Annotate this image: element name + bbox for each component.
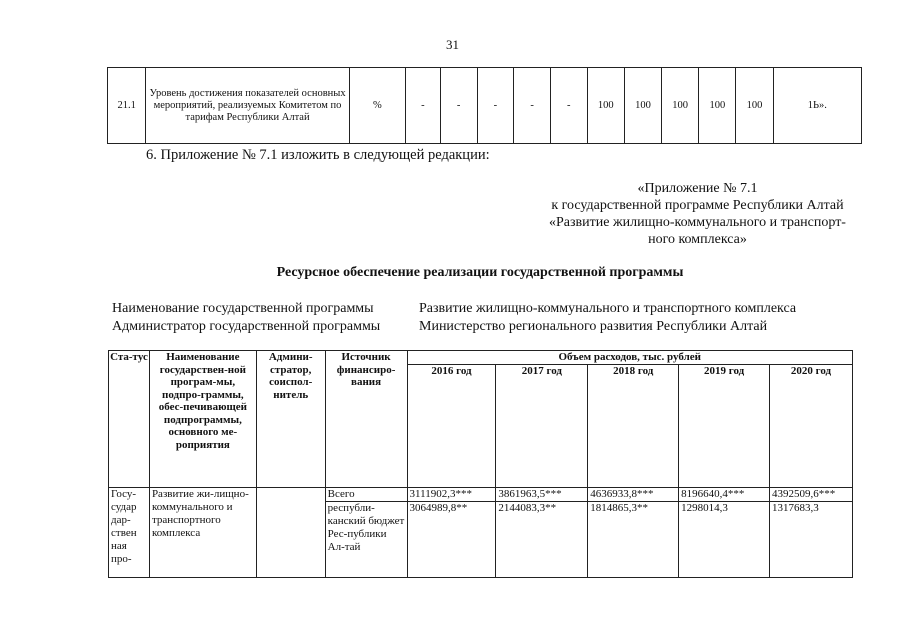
appendix-block <box>530 180 865 248</box>
section-heading: Ресурсное обеспечение реализации государственной программы <box>276 265 684 280</box>
instruction-text: 6. Приложение № 7.1 изложить в следующей редакции: <box>146 147 490 163</box>
indicator-name: Уровень достижения показателей основных мероприятий, реализуемых Комитетом по тарифам Республики Алтай <box>146 68 350 144</box>
appendix-line-2: к государственной программе Республики Алтай <box>551 198 844 213</box>
indicator-table <box>107 67 862 144</box>
administrator-label: Администратор государственной программы <box>112 319 381 334</box>
header-year: 2017 год <box>496 365 588 488</box>
admin-cell <box>256 488 325 578</box>
header-row <box>109 351 853 365</box>
appendix-line-1: «Приложение № 7.1 <box>637 181 758 196</box>
source-cell: Всего <box>325 488 407 502</box>
header-year: 2019 год <box>679 365 770 488</box>
value-cell: 8196640,4*** <box>679 488 770 502</box>
program-info <box>112 300 796 336</box>
appendix-line-4: ного комплекса» <box>648 232 747 247</box>
header-source: Источник финансиро-вания <box>325 351 407 488</box>
program-name-value: Развитие жилищно-коммунального и транспортного комплекса <box>419 301 797 316</box>
row-number: 21.1 <box>108 68 146 144</box>
value-cell: 4392509,6*** <box>770 488 853 502</box>
value-cell: 100 <box>624 68 661 144</box>
table-row <box>109 488 853 502</box>
value-cell: 1814865,3** <box>588 502 679 578</box>
administrator-value: Министерство регионального развития Республики Алтай <box>419 319 768 334</box>
value-cell: 3861963,5*** <box>496 488 588 502</box>
header-year: 2016 год <box>407 365 496 488</box>
program-name-label: Наименование государственной программы <box>112 301 374 316</box>
header-year: 2018 год <box>588 365 679 488</box>
value-cell-last: 1Ь». <box>773 68 861 144</box>
table-row <box>108 68 862 144</box>
value-cell: - <box>550 68 587 144</box>
value-cell: - <box>440 68 477 144</box>
header-admin: Админи-стратор, соиспол-нитель <box>256 351 325 488</box>
value-cell: 4636933,8*** <box>588 488 679 502</box>
appendix-line-3: «Развитие жилищно-коммунального и транспорт- <box>549 215 846 230</box>
header-status: Ста-тус <box>109 351 150 488</box>
status-cell: Госу-судар дар-ствен ная про- <box>109 488 150 578</box>
page-number: 31 <box>446 37 459 52</box>
value-cell: - <box>514 68 551 144</box>
unit-cell: % <box>349 68 405 144</box>
header-year: 2020 год <box>770 365 853 488</box>
value-cell: 100 <box>662 68 699 144</box>
value-cell: - <box>405 68 440 144</box>
value-cell: 100 <box>587 68 624 144</box>
value-cell: 3111902,3*** <box>407 488 496 502</box>
header-name: Наименование государствен-ной програм-мы, подпро-граммы, обес-печивающей подпрограммы, основного ме-роприятия <box>149 351 256 488</box>
value-cell: 100 <box>699 68 736 144</box>
value-cell: 1298014,3 <box>679 502 770 578</box>
source-cell: республи-канский бюджет Рес-публики Ал-тай <box>325 502 407 578</box>
value-cell: 3064989,8** <box>407 502 496 578</box>
program-name-cell: Развитие жи-лищно-коммунального и транспортного комплекса <box>149 488 256 578</box>
value-cell: 2144083,3** <box>496 502 588 578</box>
value-cell: 100 <box>736 68 773 144</box>
value-cell: - <box>477 68 514 144</box>
resource-table <box>108 350 853 578</box>
value-cell: 1317683,3 <box>770 502 853 578</box>
header-volume: Объем расходов, тыс. рублей <box>407 351 852 365</box>
